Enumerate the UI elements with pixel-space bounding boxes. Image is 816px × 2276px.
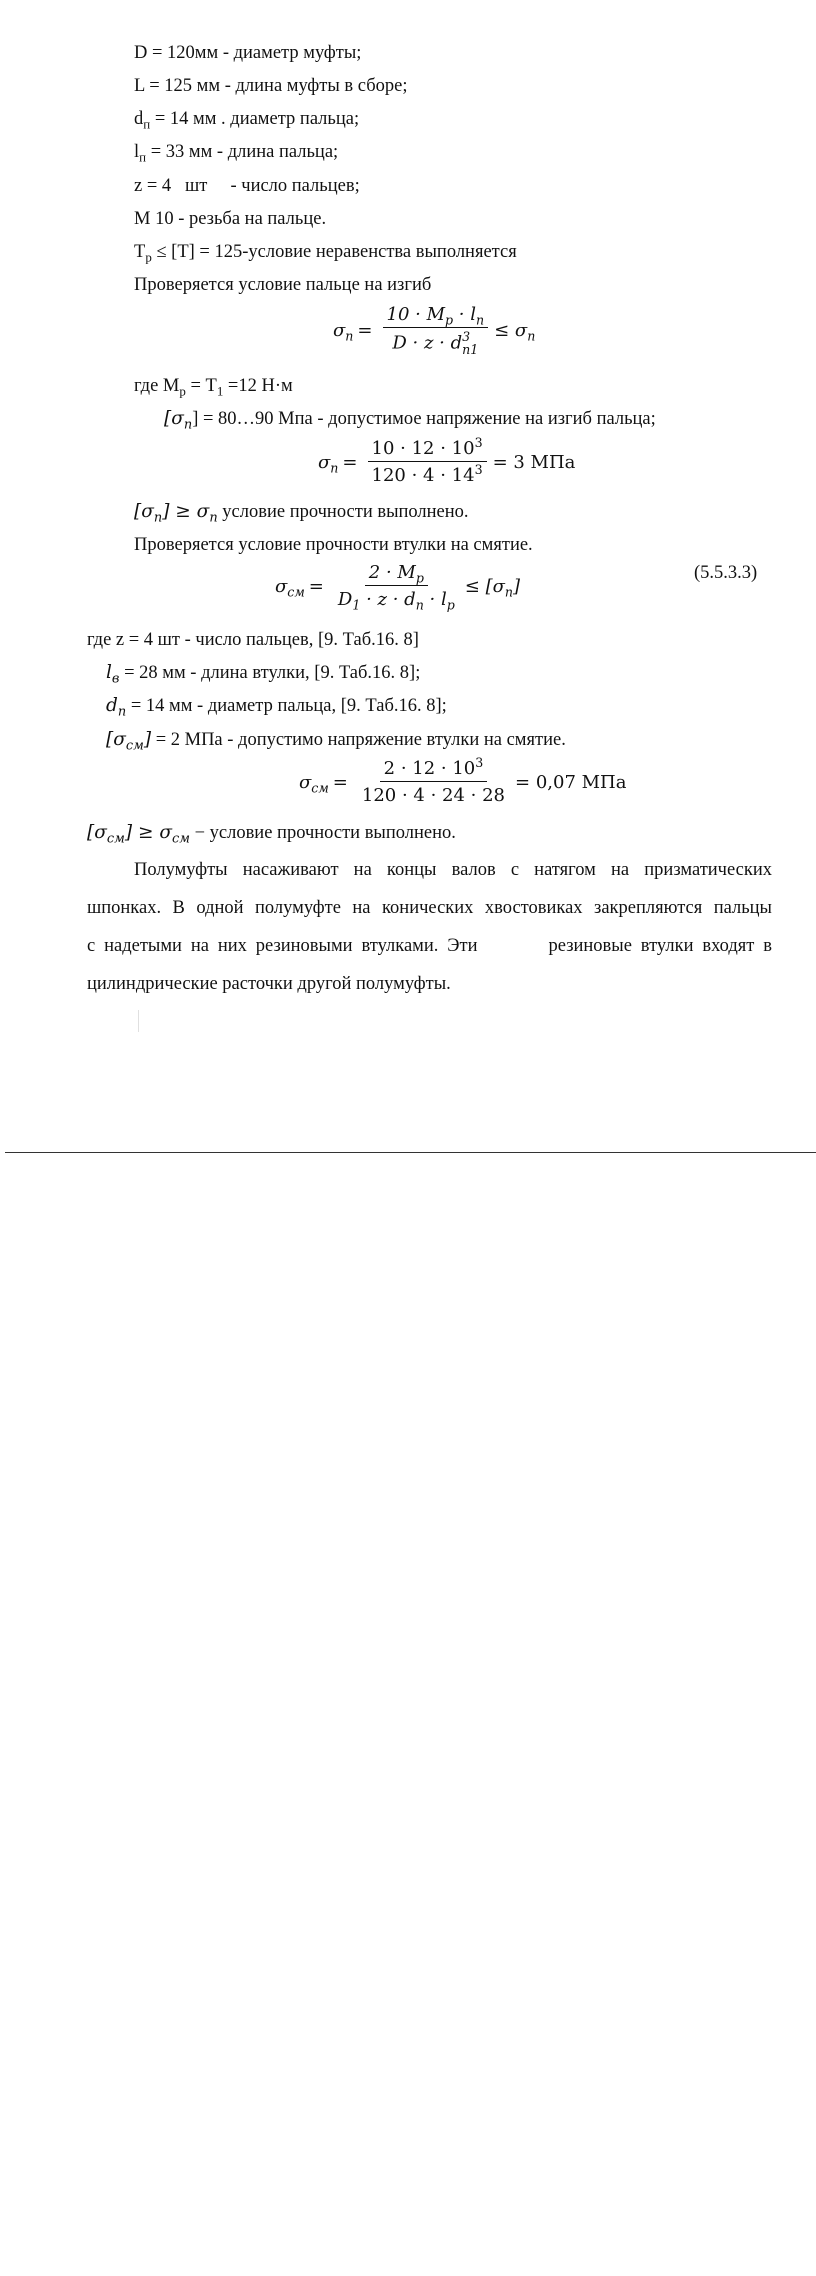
formula-crush-stress-value: $\sigma_{см}$ = $\frac{2 \cdot 12 \cdot 10^3}{120 \cdot 4 \cdot 24 \cdot 28}$ = 0,07 МПа [299,755,627,806]
formula-bending-stress-value: $\sigma_п$ = $\frac{10 \cdot 12 \cdot 10^3}{120 \cdot 4 \cdot 14^3}$ = 3 МПа [318,435,576,486]
formula-crush-stress: $\sigma_{см}$ = $\frac{2 \cdot M_p}{D_1 \cdot z \cdot d_n \cdot l_p}$ ≤ $[\sigma_n]$ [275,562,521,613]
text-line-diameter: D = 120мм - диаметр муфты; [134,43,362,63]
symbol: l [134,142,140,162]
formula-numerator: $2 \cdot 12 \cdot 10^3$ [380,758,488,782]
text-line-pin-diameter [134,107,359,131]
text-line-crush-ok: $[\sigma_{см}] \ge \sigma_{см}$ − условие прочности выполнено. [87,822,456,847]
text-line-pin-diameter-ref: $d_п = 14$ мм - диаметр пальца, [9. Таб.16. 8]; [106,695,447,720]
formula-numerator: $10 \cdot M_p \cdot l_n$ [383,304,489,328]
text-line-allowable-bending [164,407,656,431]
formula-lhs: $\sigma_{см}$ [299,771,329,796]
subscript: п [183,417,193,433]
formula-lhs: $\sigma_{см}$ [275,575,305,600]
equation-number: (5.5.3.3) [694,563,758,583]
text-line-pin-count: z = 4 шт - число пальцев; [134,176,360,196]
formula-lhs: $\sigma_п$ [333,319,354,344]
formula-denominator: 120 · 4 · 24 · 28 [361,785,506,806]
text-line-pin-length [134,140,338,164]
formula-fraction [358,755,509,806]
subscript: п [139,149,147,165]
formula-lhs: $\sigma_п$ [318,451,339,476]
formula-fraction [368,435,487,486]
text-line-inequality [134,240,517,264]
subscript: р [179,383,186,399]
text-line-thread: М 10 - резьба на пальце. [134,209,327,229]
formula-fraction [383,304,489,356]
formula-denominator: $120 \cdot 4 \cdot 14^3$ [371,462,483,486]
formula-rhs: ≤ $\sigma_n$ [494,319,536,344]
subscript: п [143,116,151,132]
text: где М [134,376,180,396]
paragraph-coupling-description [87,851,772,1003]
faint-mark [138,1010,139,1032]
text: = 14 мм . диаметр пальца; [150,109,360,129]
symbol: Т [134,242,146,262]
text-line-allowable-crush: $[\sigma_{см}] = 2$ МПа - допустимо напряжение втулки на смятие. [106,729,566,754]
paragraph-line: шпонках. В одной полумуфте на конических хвостовиках закрепляются пальцы [87,898,772,918]
symbol: [σ [164,408,184,429]
formula-numerator: $10 \cdot 12 \cdot 10^3$ [368,438,487,462]
text: =12 Н·м [223,376,293,396]
formula-rhs: ≤ $[\sigma_n]$ [464,575,521,600]
symbol: ] [192,409,199,429]
text: = Т [185,376,217,396]
text-line-length: L = 125 мм - длина муфты в сборе; [134,76,408,96]
paragraph-line: цилиндрические расточки другой полумуфты. [87,974,451,994]
formula-rhs: = 3 МПа [492,451,576,473]
symbol: d [134,109,144,129]
text-line-bushing-length: $l_в = 28$ мм - длина втулки, [9. Таб.16. 8]; [106,662,421,687]
text-line-bending-ok: $[\sigma_п] \ge \sigma_п$ условие прочности выполнено. [134,501,469,526]
text: = 33 мм - длина пальца; [146,142,339,162]
text-line-bending-check: Проверяется условие пальце на изгиб [134,275,432,295]
text-line-crush-check: Проверяется условие прочности втулки на смятие. [134,535,533,555]
formula-numerator: $2 \cdot M_p$ [365,562,428,586]
text: ≤ [T] = 125-условие неравенства выполняется [151,242,517,262]
formula-denominator: $D_1 \cdot z \cdot d_n \cdot l_p$ [337,589,455,613]
text-line-moment [134,374,293,398]
text: = 80…90 Мпа - допустимое напряжение на изгиб пальца; [198,409,656,429]
subscript: р [145,249,152,265]
paragraph-line: Полумуфты насаживают на концы валов с натягом на призматических [134,860,772,880]
paragraph-line: с надетыми на них резиновыми втулками. Эти резиновые втулки входят в [87,936,772,956]
formula-bending-stress: $\sigma_п$ = $10 \cdot M_p \cdot l_n$ D · z · d 3 n1 ≤ $\sigma_n$ [333,304,536,357]
page-divider [5,1152,816,1153]
subscript: 1 [216,383,224,399]
formula-rhs: = 0,07 МПа [515,771,627,793]
text-line-pin-count-ref: где z = 4 шт - число пальцев, [9. Таб.16. 8] [87,630,419,650]
formula-denominator: D · z · d 3 n1 [392,329,479,357]
